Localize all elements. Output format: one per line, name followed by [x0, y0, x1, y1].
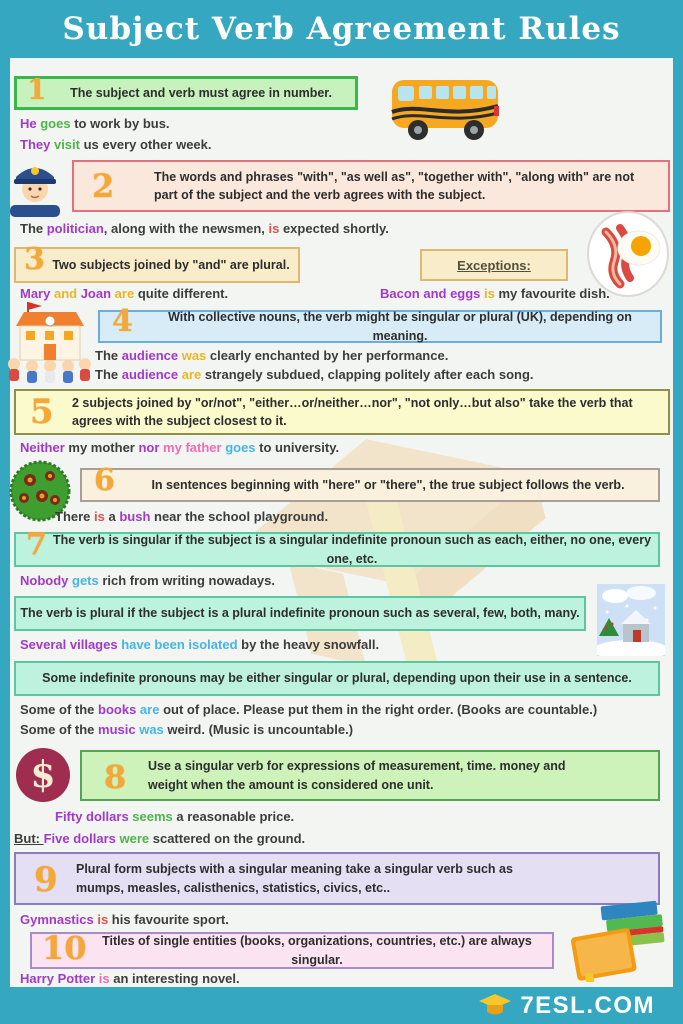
- page-title: Subject Verb Agreement Rules: [62, 11, 621, 47]
- example-sentence: The audience was clearly enchanted by her performance.: [95, 348, 449, 363]
- rule-1-number: 1: [27, 73, 47, 106]
- rule-4-text: With collective nouns, the verb might be singular or plural (UK), depending on meaning.: [168, 310, 632, 343]
- rule-6-box: [80, 463, 660, 502]
- rule-8-text: Use a singular verb for expressions of measurement, time. money and weight when the amount is considered one unit.: [148, 759, 566, 792]
- rule-2-text: The words and phrases "with", "as well as", "together with", "along with" are not part of the subject and the verb agrees with the subject.: [154, 169, 635, 202]
- rule-10-number: 10: [42, 929, 87, 967]
- rule-9-text: Plural form subjects with a singular meaning take a singular verb such as mumps, measles, calisthenics, statistics, civics, etc..: [76, 862, 513, 895]
- example-sentence: The audience are strangely subdued, clapping politely after each song.: [95, 367, 534, 382]
- some-indefinite-text: Some indefinite pronouns may be either singular or plural, depending upon their use in a sentence.: [42, 671, 632, 686]
- example-sentence: The politician, along with the newsmen, is expected shortly.: [20, 221, 389, 236]
- policeman-icon: [8, 157, 62, 217]
- rule-9-number: 9: [34, 860, 58, 900]
- books-stack-icon: [566, 898, 668, 982]
- rule-7-number: 7: [26, 527, 47, 562]
- exceptions-label: Exceptions:: [457, 257, 531, 273]
- brand-wordmark: 7ESL.COM: [520, 991, 655, 1019]
- rule-5-number: 5: [30, 392, 54, 432]
- graduation-cap-icon: [478, 993, 512, 1019]
- example-sentence: Some of the music was weird. (Music is uncountable.): [20, 722, 354, 737]
- example-sentence: Nobody gets rich from writing nowadays.: [20, 573, 275, 588]
- rule-6-text: In sentences beginning with "here" or "there", the true subject follows the verb.: [151, 477, 625, 492]
- rule-8-number: 8: [104, 758, 127, 796]
- rule-7-box: [14, 527, 660, 567]
- example-sentence: But: Five dollars were scattered on the ground.: [14, 831, 306, 846]
- rule-3-text: Two subjects joined by "and" are plural.: [52, 257, 290, 272]
- example-sentence: He goes to work by bus.: [20, 116, 170, 131]
- rule-10-box: [30, 929, 554, 969]
- school-building-icon: [4, 300, 96, 388]
- rule-10-text: Titles of single entities (books, organizations, countries, etc.) are always singular.: [102, 934, 532, 967]
- some-indefinite-box: [14, 661, 660, 696]
- exceptions-box: [420, 249, 568, 281]
- rule-3-number: 3: [24, 242, 45, 277]
- dollar-sign-icon: [14, 746, 72, 804]
- rule-6-number: 6: [94, 463, 115, 498]
- rule-2-box: [72, 160, 670, 212]
- example-sentence: Harry Potter is an interesting novel.: [20, 971, 240, 986]
- svg-text:$: $: [30, 754, 56, 796]
- plural-indefinite-text: The verb is plural if the subject is a plural indefinite pronoun such as several, few, both, many.: [20, 606, 580, 621]
- rule-1-text: The subject and verb must agree in number.: [70, 85, 332, 100]
- header-bar: [0, 0, 683, 58]
- example-sentence: Mary and Joan are quite different.: [20, 286, 229, 301]
- example-sentence: They visit us every other week.: [20, 137, 212, 152]
- rule-5-box: [14, 389, 670, 435]
- school-bus-icon: [388, 70, 506, 150]
- snowy-house-icon: [597, 584, 665, 656]
- rule-9-box: [14, 852, 660, 905]
- example-sentence: Several villages have been isolated by the heavy snowfall.: [20, 637, 380, 652]
- plural-indefinite-box: [14, 596, 586, 631]
- children-figures: [8, 358, 91, 383]
- bacon-and-eggs-icon: [586, 210, 670, 298]
- example-sentence: There is a bush near the school playground.: [55, 509, 329, 524]
- example-sentence: Bacon and eggs is my favourite dish.: [380, 286, 610, 301]
- rule-7-text: The verb is singular if the subject is a singular indefinite pronoun such as each, either, no one, every one, etc.: [52, 533, 652, 566]
- rule-1-box: [14, 73, 358, 110]
- rule-2-number: 2: [92, 167, 115, 205]
- example-sentence: Neither my mother nor my father goes to university.: [20, 440, 340, 455]
- footer-bar: [0, 987, 683, 1024]
- right-border: [673, 58, 683, 987]
- rule-5-text: 2 subjects joined by "or/not", "either…or/neither…nor", "not only…but also" take the verb that agrees with the subject closest to it.: [72, 395, 633, 428]
- example-sentence: Fifty dollars seems a reasonable price.: [55, 809, 295, 824]
- rule-3-box: [14, 242, 300, 283]
- rule-8-box: [80, 750, 660, 801]
- example-sentence: Some of the books are out of place. Please put them in the right order. (Books are countable.): [20, 702, 598, 717]
- example-sentence: Gymnastics is his favourite sport.: [20, 912, 229, 927]
- rule-4-number: 4: [112, 304, 133, 339]
- rule-4-box: [98, 304, 662, 343]
